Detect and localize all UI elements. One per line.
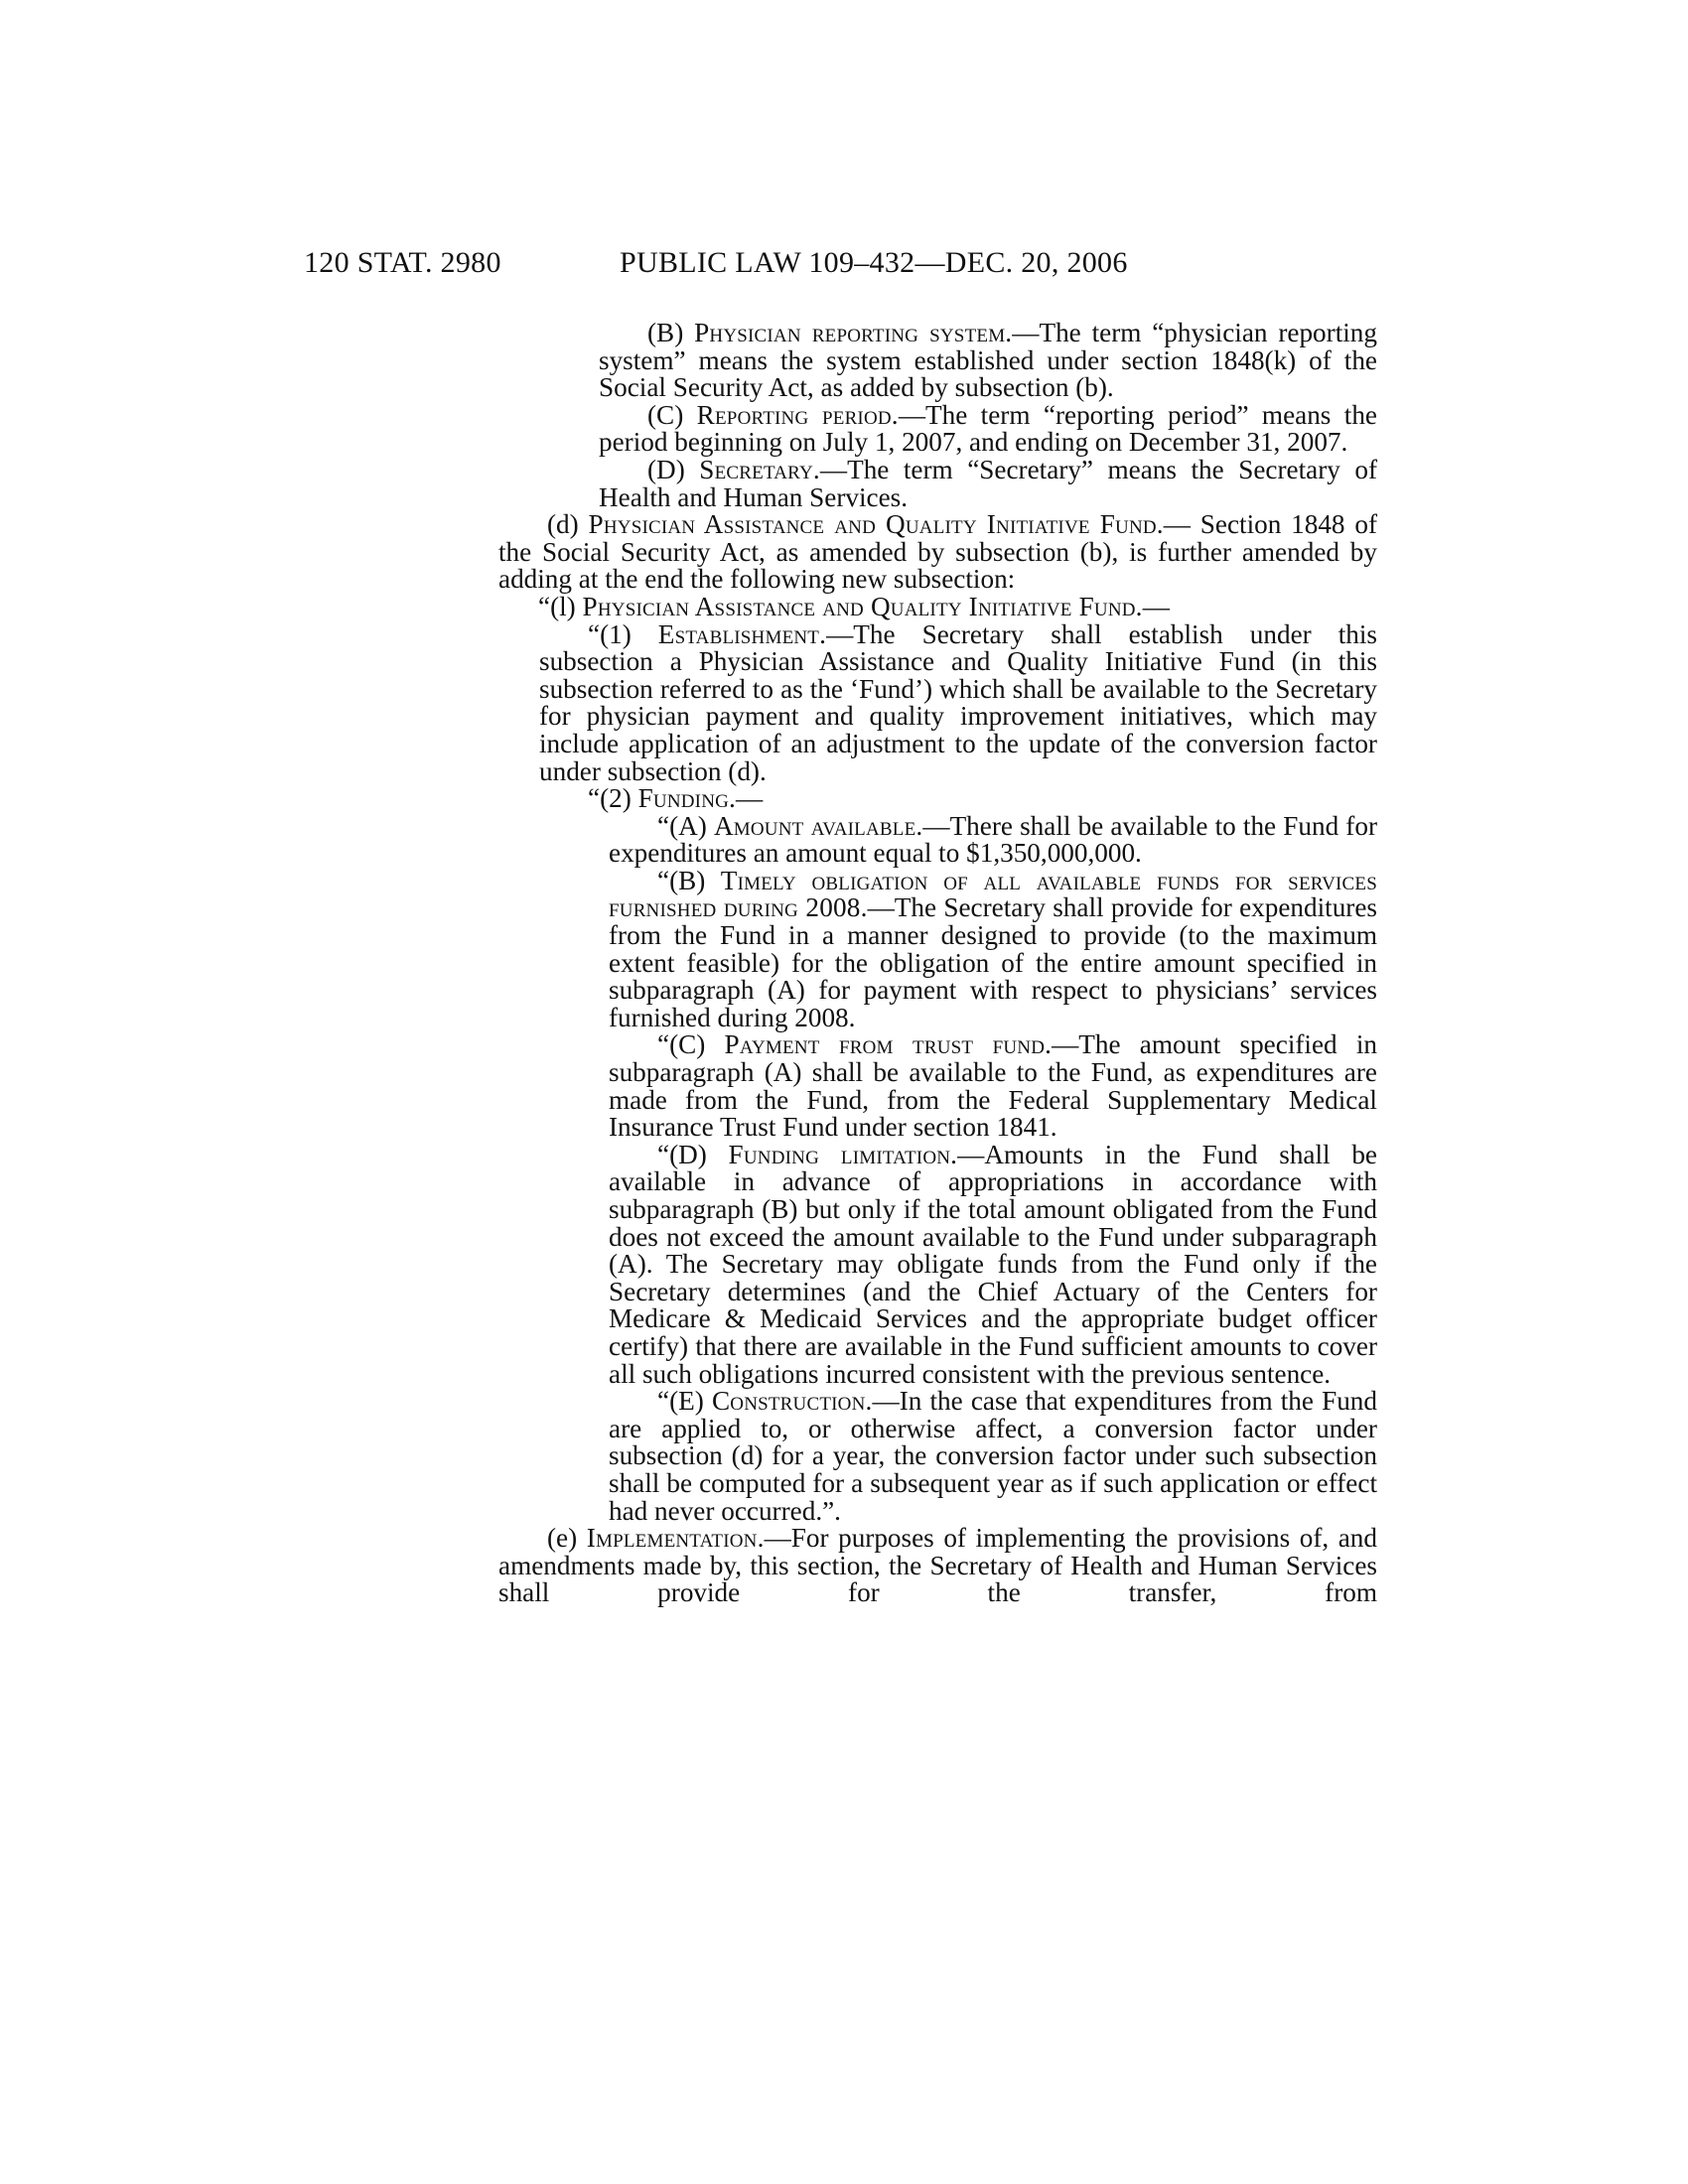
paragraph-heading: Secretary. [699, 454, 820, 484]
section-heading: Physician Assistance and Quality Initiative Fund. [588, 509, 1164, 540]
paragraph-1-establishment: “(1) Establishment.—The Secretary shall establish under this subsection a Physician Assistance and Quality Initiative Fund (in this subsection referred to as the ‘Fund’) which shall be available to the Secretary for physician payment and quality improvement initiatives, which may include application of an adjustment to the update of the conversion factor under subsection (d). [539, 618, 1377, 786]
public-law-title: PUBLIC LAW 109–432—DEC. 20, 2006 [620, 246, 1128, 279]
paragraph-heading: Funding. [637, 783, 737, 814]
section-e-implementation: (e) Implementation.—For purposes of implementing the provisions of, and amendments made by, this section, the Secretary of Health and Human Services shall provide for the transfer, from [498, 1523, 1377, 1608]
subsection-heading: Physician Assistance and Quality Initiative Fund. [582, 591, 1143, 621]
subparagraph-heading: Payment from trust fund. [724, 1029, 1053, 1060]
subparagraph-d-funding-limitation: “(D) Funding limitation.—Amounts in the Fund shall be available in advance of appropriations in accordance with subparagraph (B) but only if the total amount obligated from the Fund does not exceed the amount available to the Fund under subparagraph (A). The Secretary may obligate funds from the Fund only if the Secretary determines (and the Chief Actuary of the Centers for Medicare & Medicaid Services and the appropriate budget officer certify) that there are available in the Fund sufficient amounts to cover all such obligations incurred consistent with the previous sentence. [609, 1139, 1377, 1389]
subsection-l-heading: “(l) Physician Assistance and Quality Initiative Fund.— [538, 591, 1170, 621]
statute-page-number: 120 STAT. 2980 [304, 246, 501, 279]
subparagraph-heading: Funding limitation. [728, 1139, 958, 1169]
subparagraph-heading: Timely obligation of all available funds for services furnished during 2008. [609, 865, 1377, 923]
paragraph-heading: Establishment. [657, 618, 827, 649]
section-d-quality-initiative-fund: (d) Physician Assistance and Quality Initiative Fund.— Section 1848 of the Social Security Act, as amended by subsection (b), is further amended by adding at the end the following new subsection: [498, 509, 1377, 595]
subparagraph-heading: Amount available. [713, 810, 923, 841]
subparagraph-a-amount-available: “(A) Amount available.—There shall be available to the Fund for expenditures an amount equal to $1,350,000,000. [609, 810, 1377, 869]
subparagraph-heading: Construction. [711, 1386, 873, 1417]
paragraph-heading: Reporting period. [696, 399, 899, 430]
paragraph-d-secretary: (D) Secretary.—The term “Secretary” means the Secretary of Health and Human Services. [599, 454, 1378, 512]
subparagraph-e-construction: “(E) Construction.—In the case that expenditures from the Fund are applied to, or otherwise affect, a conversion factor under subsection (d) for a year, the conversion factor under such subsection shall be computed for a subsequent year as if such application or effect had never occurred.”. [609, 1386, 1377, 1526]
subparagraph-c-payment-from-trust-fund: “(C) Payment from trust fund.—The amount specified in subparagraph (A) shall be available to the Fund, as expenditures are made from the Fund, from the Federal Supplementary Medical Insurance Trust Fund under section 1841. [609, 1029, 1377, 1143]
subparagraph-b-timely-obligation: “(B) Timely obligation of all available funds for services furnished during 2008.—The Secretary shall provide for expenditures from the Fund in a manner designed to provide (to the maximum extent feasible) for the obligation of the entire amount specified in subparagraph (A) for payment with respect to physicians’ services furnished during 2008. [609, 865, 1378, 1032]
paragraph-b-physician-reporting-system: (B) Physician reporting system.—The term “physician reporting system” means the system established under section 1848(k) of the Social Security Act, as added by subsection (b). [599, 318, 1377, 403]
paragraph-heading: Physician reporting system. [694, 318, 1013, 347]
section-heading: Implementation. [586, 1523, 765, 1554]
document-body [499, 320, 1377, 1607]
paragraph-2-funding: “(2) Funding.— [588, 783, 764, 814]
paragraph-c-reporting-period: (C) Reporting period.—The term “reporting period” means the period beginning on July 1, 2007, and ending on December 31, 2007. [599, 399, 1378, 458]
running-header [304, 246, 1376, 286]
